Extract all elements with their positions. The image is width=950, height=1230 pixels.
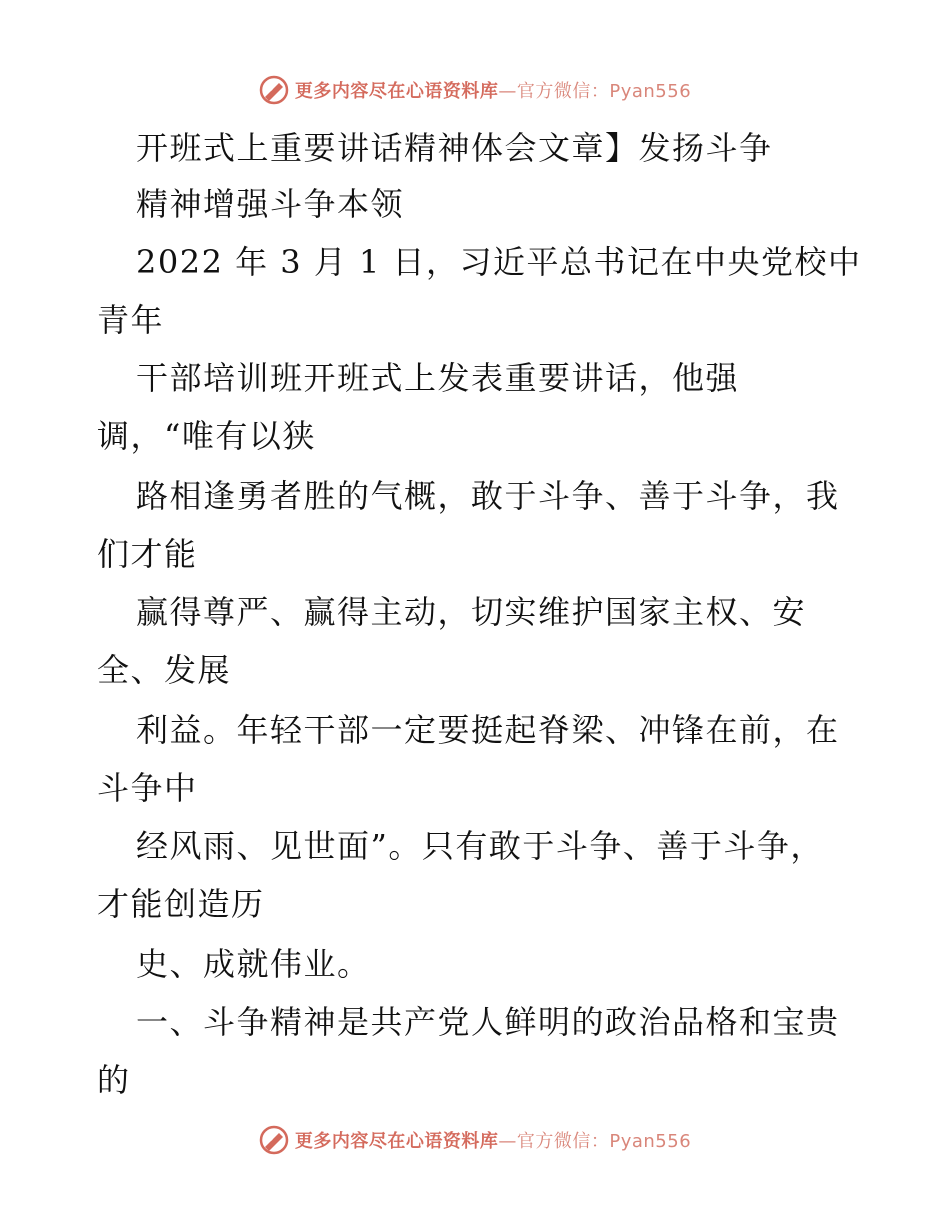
header-site-name: 更多内容尽在心语资料库 — [294, 81, 499, 102]
footer-watermark-banner — [0, 1120, 950, 1160]
paragraph-line: 精神增强斗争本领 — [136, 185, 405, 223]
header-watermark-text — [295, 77, 691, 103]
paragraph-line: 经风雨、见世面”。只有敢于斗争、善于斗争， — [136, 827, 824, 865]
paragraph-line: 青年 — [97, 301, 165, 339]
header-separator: — — [498, 81, 517, 102]
footer-wechat-id: Pyan556 — [609, 1131, 692, 1152]
paragraph-line: 一、斗争精神是共产党人鲜明的政治品格和宝贵 — [136, 1003, 840, 1041]
header-watermark-banner — [0, 70, 950, 110]
paragraph-line: 开班式上重要讲话精神体会文章】发扬斗争 — [136, 129, 773, 167]
paragraph-line: 调，“唯有以狭 — [97, 417, 316, 455]
paragraph-line: 全、发展 — [97, 651, 232, 689]
footer-site-name: 更多内容尽在心语资料库 — [294, 1131, 499, 1152]
footer-watermark-text — [295, 1127, 691, 1153]
paragraph-line: 利益。年轻干部一定要挺起脊梁、冲锋在前，在 — [136, 711, 840, 749]
paragraph-line: 才能创造历 — [97, 885, 265, 923]
header-wechat-label: 官方微信： — [516, 81, 610, 102]
paragraph-line: 2022 年 3 月 1 日，习近平总书记在中央党校中 — [136, 243, 862, 281]
paragraph-line: 路相逢勇者胜的气概，敢于斗争、善于斗争，我 — [136, 477, 840, 515]
paragraph-line: 斗争中 — [97, 769, 198, 807]
footer-separator: — — [498, 1131, 517, 1152]
brand-logo-icon — [259, 1125, 289, 1155]
paragraph-line: 干部培训班开班式上发表重要讲话，他强 — [136, 359, 740, 397]
paragraph-line: 赢得尊严、赢得主动，切实维护国家主权、安 — [136, 593, 807, 631]
paragraph-line: 史、成就伟业。 — [136, 945, 371, 983]
paragraph-line: 的 — [97, 1061, 131, 1099]
header-wechat-id: Pyan556 — [609, 81, 692, 102]
paragraph-line: 们才能 — [97, 535, 198, 573]
brand-logo-icon — [259, 75, 289, 105]
footer-wechat-label: 官方微信： — [516, 1131, 610, 1152]
